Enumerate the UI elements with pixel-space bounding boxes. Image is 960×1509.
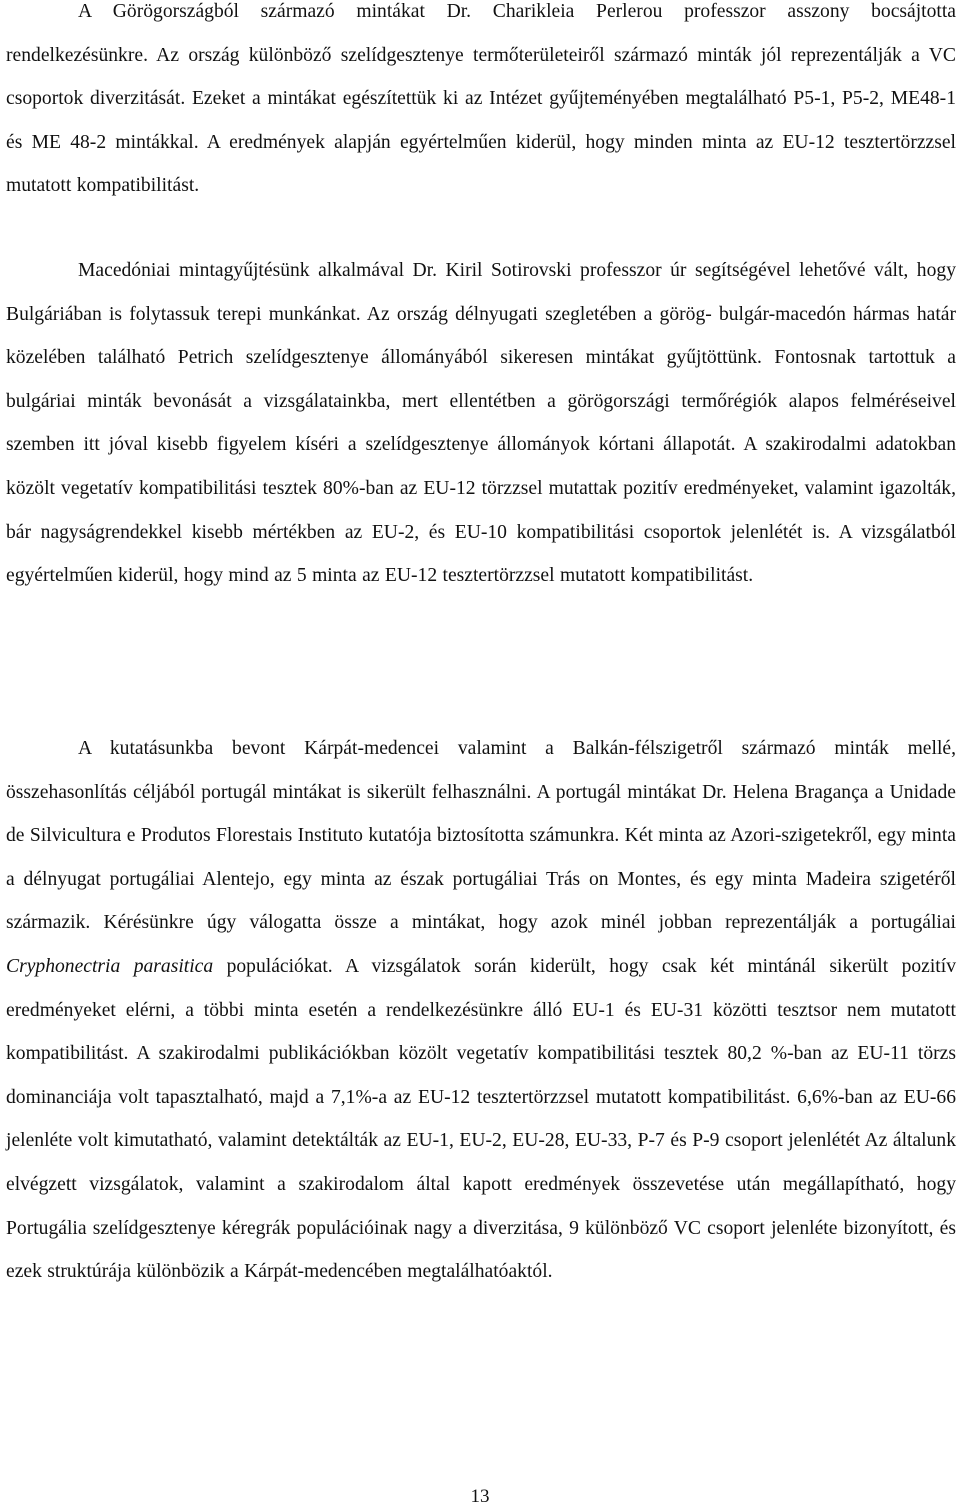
paragraph-3-block bbox=[6, 727, 956, 1294]
paragraph-2: Macedóniai mintagyűjtésünk alkalmával Dr. Kiril Sotirovski professzor úr segítségével lehetővé vált, hogy Bulgáriában is folytassuk terepi munkánkat. Az ország délnyugati szegletében a görög- bulgár-macedón hármas határ közelében található Petrich szelídgesztenye állományából sikeresen mintákat gyűjtöttünk. Fontosnak tartottuk a bulgáriai minták bevonását a vizsgálatainkba, mert ellentétben a görögországi termőrégiók alapos felméréseivel szemben itt jóval kisebb figyelem kíséri a szelídgesztenye állományok kórtani állapotát. A szakirodalmi adatokban közölt vegetatív kompatibilitási tesztek 80%-ban az EU-12 törzzsel mutattak pozitív eredményeket, valamint igazolták, bár nagyságrendekkel kisebb mértékben az EU-2, és EU-10 kompatibilitási csoportok jelenlétét is. A vizsgálatból egyértelműen kiderül, hogy mind az 5 minta az EU-12 tesztertörzzsel mutatott kompatibilitást. bbox=[6, 260, 956, 587]
paragraph-1-block bbox=[6, 0, 956, 208]
species-name-italic: Cryphonectria parasitica bbox=[6, 955, 214, 977]
paragraph-3 bbox=[6, 727, 956, 1294]
paragraph-2-block bbox=[6, 249, 956, 598]
paragraph-3-text-end: populációkat. A vizsgálatok során kiderült, hogy csak két mintánál sikerült pozitív eredményeket elérni, a többi minta esetén a rendelkezésünkre álló EU-1 és EU-31 közötti tesztsor nem mutatott kompatibilitást. A szakirodalmi publikációkban közölt vegetatív kompatibilitási tesztek 80,2 %-ban az EU-11 törzs dominanciája volt tapasztalható, majd a 7,1%-a az EU-12 tesztertörzzsel mutatott kompatibilitást. 6,6%-ban az EU-66 jelenléte volt kimutatható, valamint detektálták az EU-1, EU-2, EU-28, EU-33, P-7 és P-9 csoport jelenlétét Az általunk elvégzett vizsgálatok, valamint a szakirodalom által kapott eredmények összevetése után megállapítható, hogy Portugália szelídgesztenye kéregrák populációinak nagy a diverzitása, 9 különböző VC csoport jelenléte bizonyított, és ezek struktúrája különbözik a Kárpát-medencében megtalálhatóaktól. bbox=[6, 955, 956, 1283]
page-number: 13 bbox=[470, 1486, 490, 1507]
paragraph-1: A Görögországból származó mintákat Dr. Charikleia Perlerou professzor asszony bocsájtotta rendelkezésünkre. Az ország különböző szelídgesztenye termőterületeiről származó minták jól reprezentálják a VC csoportok diverzitását. Ezeket a mintákat egészítettük ki az Intézet gyűjteményében megtalálható P5-1, P5-2, ME48-1 és ME 48-2 mintákkal. A eredmények alapján egyértelműen kiderül, hogy minden minta az EU-12 tesztertörzzsel mutatott kompatibilitást. bbox=[6, 1, 956, 197]
paragraph-3-text-start: A kutatásunkba bevont Kárpát-medencei valamint a Balkán-félszigetről származó minták mellé, összehasonlítás céljából portugál mintákat is sikerült felhasználni. A portugál mintákat Dr. Helena Bragança a Unidade de Silvicultura e Produtos Florestais Instituto kutatója biztosította számunkra. Két minta az Azori-szigetekről, egy minta a délnyugat portugáliai Alentejo, egy minta az észak portugáliai Trás on Montes, és egy minta Madeira szigetéről származik. Kérésünkre úgy válogatta össze a mintákat, hogy azok minél jobban reprezentálják a portugáliai bbox=[6, 738, 956, 934]
